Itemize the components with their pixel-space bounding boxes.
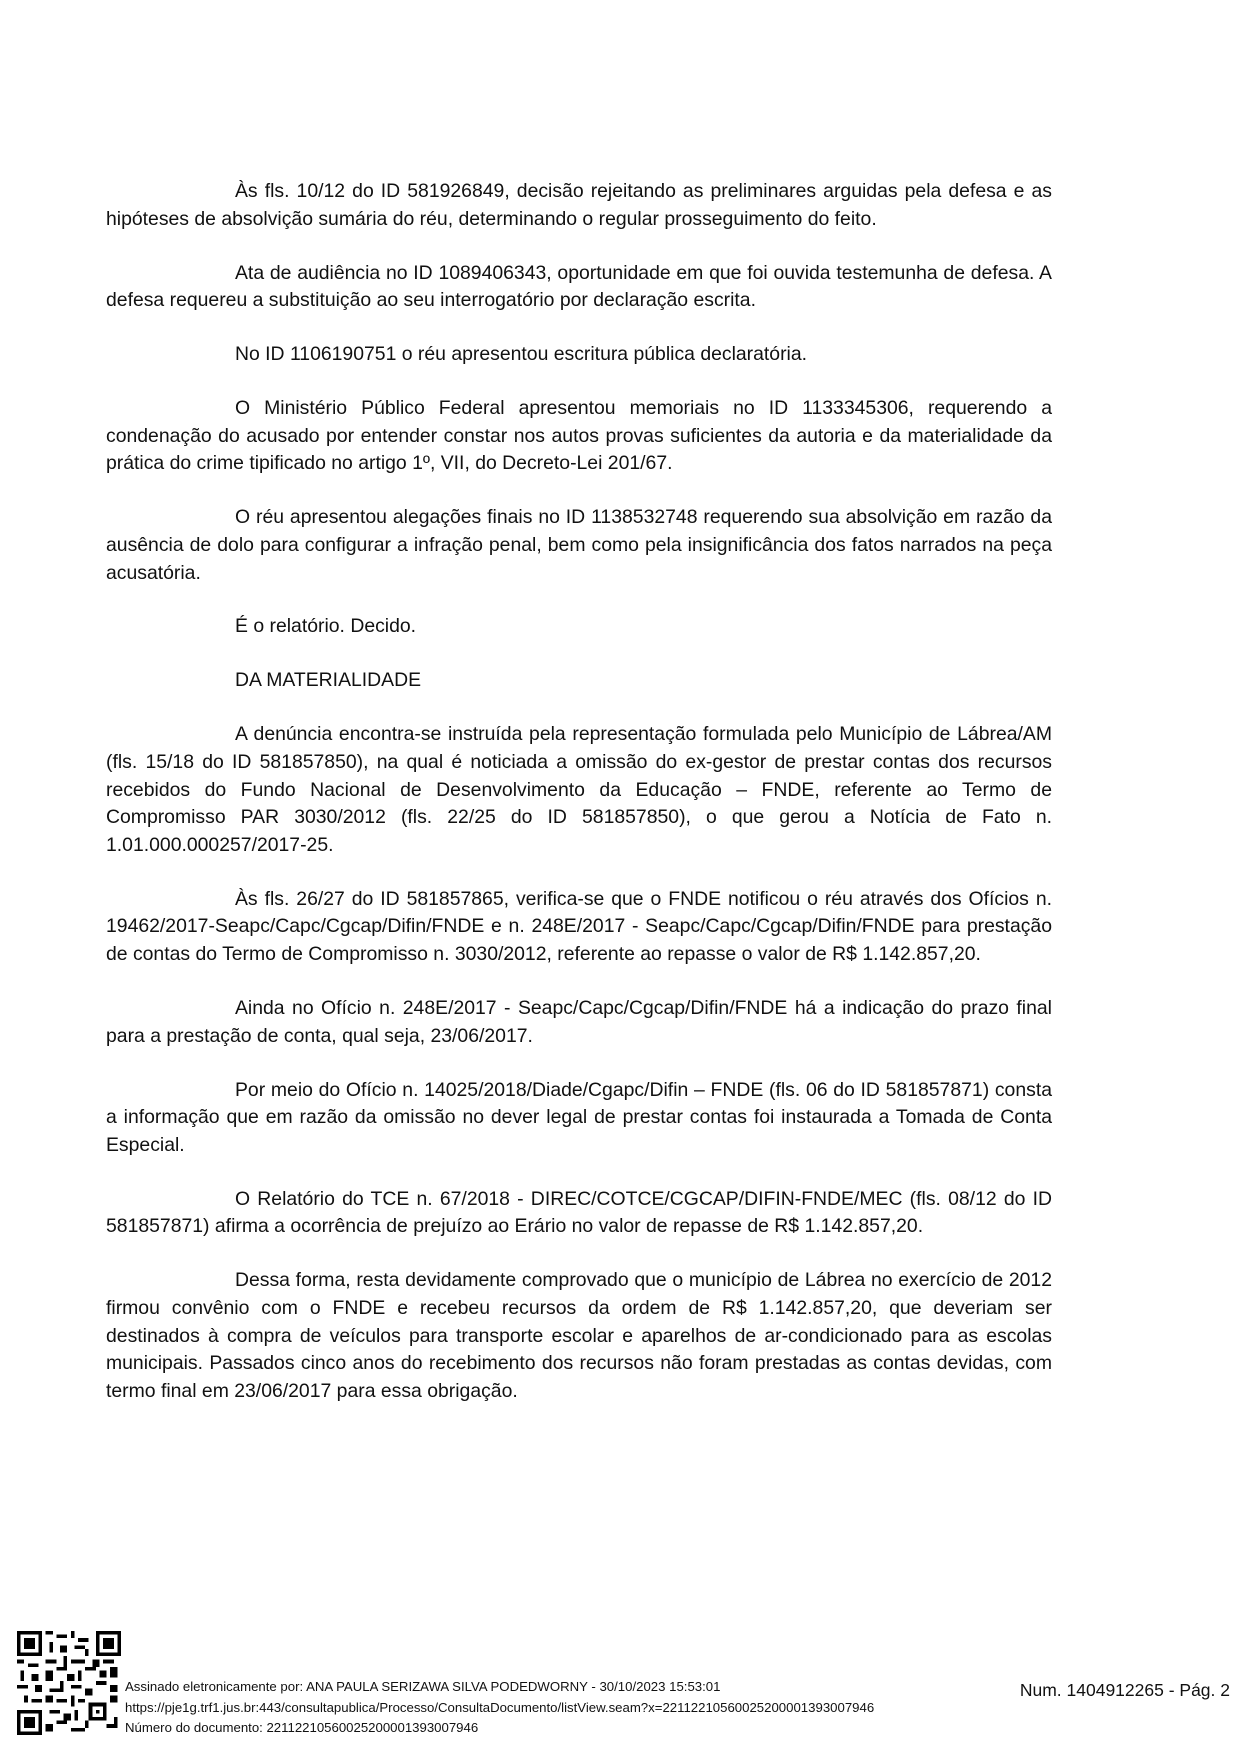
- page-number: Num. 1404912265 - Pág. 2: [1019, 1680, 1230, 1700]
- paragraph: O Relatório do TCE n. 67/2018 - DIREC/COTCE/CGCAP/DIFIN-FNDE/MEC (fls. 08/12 do ID 581857871) afirma a ocorrência de prejuízo ao Erário no valor de repasse de R$ 1.142.857,20.: [106, 1187, 1052, 1238]
- paragraph: Ainda no Ofício n. 248E/2017 - Seapc/Capc/Cgcap/Difin/FNDE há a indicação do prazo final para a prestação de conta, qual seja, 23/06/2017.: [106, 996, 1052, 1047]
- document-body: [106, 178, 1052, 1432]
- paragraph: No ID 1106190751 o réu apresentou escritura pública declaratória.: [235, 343, 808, 366]
- qr-code-icon[interactable]: [17, 1631, 121, 1735]
- paragraph: O réu apresentou alegações finais no ID 1138532748 requerendo sua absolvição em razão da ausência de dolo para configurar a infração penal, bem como pela insignificância dos fatos narrados na peça acusatória.: [106, 506, 1052, 584]
- paragraph: Às fls. 26/27 do ID 581857865, verifica-se que o FNDE notificou o réu através dos Ofícios n. 19462/2017-Seapc/Capc/Cgcap/Difin/FNDE e n. 248E/2017 - Seapc/Capc/Cgcap/Difin/FNDE para prestação de contas do Termo de Compromisso n. 3030/2012, referente ao repasse o valor de R$ 1.142.857,20.: [106, 887, 1052, 965]
- signed-by-text: Assinado eletronicamente por: ANA PAULA SERIZAWA SILVA PODEDWORNY - 30/10/2023 15:53:01: [125, 1679, 721, 1694]
- section-heading: DA MATERIALIDADE: [235, 669, 422, 692]
- paragraph: A denúncia encontra-se instruída pela representação formulada pelo Município de Lábrea/AM (fls. 15/18 do ID 581857850), na qual é noticiada a omissão do ex-gestor de prestar contas dos recursos recebidos do Fundo Nacional de Desenvolvimento da Educação – FNDE, referente ao Termo de Compromisso PAR 3030/2012 (fls. 22/25 do ID 581857850), o que gerou a Notícia de Fato n. 1.01.000.000257/2017-25.: [106, 723, 1052, 856]
- paragraph: Por meio do Ofício n. 14025/2018/Diade/Cgapc/Difin – FNDE (fls. 06 do ID 581857871) consta a informação que em razão da omissão no dever legal de prestar contas foi instaurada a Tomada de Conta Especial.: [106, 1078, 1052, 1156]
- paragraph: O Ministério Público Federal apresentou memoriais no ID 1133345306, requerendo a condenação do acusado por entender constar nos autos provas suficientes da autoria e da materialidade da prática do crime tipificado no artigo 1º, VII, do Decreto-Lei 201/67.: [106, 397, 1052, 475]
- paragraph: Ata de audiência no ID 1089406343, oportunidade em que foi ouvida testemunha de defesa. A defesa requereu a substituição ao seu interrogatório por declaração escrita.: [106, 261, 1052, 312]
- paragraph: É o relatório. Decido.: [235, 615, 417, 638]
- paragraph: Às fls. 10/12 do ID 581926849, decisão rejeitando as preliminares arguidas pela defesa e as hipóteses de absolvição sumária do réu, determinando o regular prosseguimento do feito.: [106, 180, 1052, 230]
- paragraph: Dessa forma, resta devidamente comprovado que o município de Lábrea no exercício de 2012 firmou convênio com o FNDE e recebeu recursos da ordem de R$ 1.142.857,20, que deveriam ser destinados à compra de veículos para transporte escolar e aparelhos de ar-condicionado para as escolas municipais. Passados cinco anos do recebimento dos recursos não foram prestadas as contas devidas, com termo final em 23/06/2017 para essa obrigação.: [106, 1269, 1052, 1402]
- document-number-text: Número do documento: 22112210560025200001393007946: [125, 1720, 479, 1735]
- signature-footer: [0, 1600, 1240, 1755]
- signature-info: [125, 1677, 874, 1739]
- consulta-url-link[interactable]: https://pje1g.trf1.jus.br:443/consultapublica/Processo/ConsultaDocumento/listView.seam?x=22112210560025200001393007946: [125, 1699, 875, 1715]
